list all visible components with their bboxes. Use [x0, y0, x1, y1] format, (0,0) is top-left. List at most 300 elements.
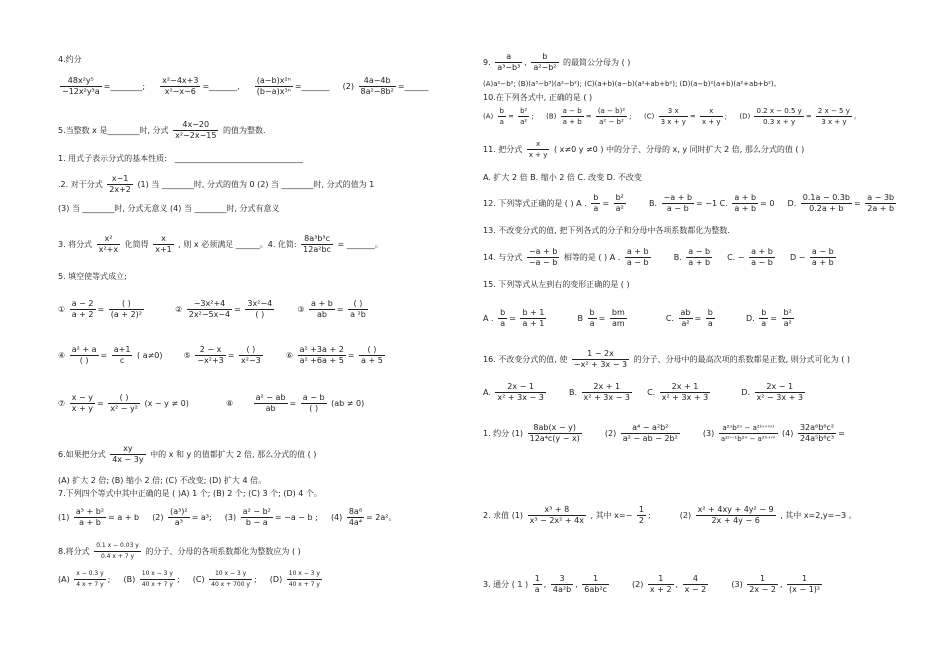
text-fragment: (ab ≠ 0)	[331, 399, 365, 408]
fraction-denominator: ab	[316, 310, 327, 319]
text-fragment: =	[689, 112, 696, 121]
fraction-numerator: 3	[551, 574, 573, 585]
q8-frac	[94, 541, 141, 562]
text-fragment: =	[585, 112, 592, 121]
fraction-numerator: 1	[582, 574, 609, 585]
text-fragment: =	[602, 199, 610, 208]
q16-items	[483, 382, 807, 403]
q5-item-7: ⑦ $\frac{x - y}{x + y}$ = $\frac{( )}{\text{x² − y²}}$ (x − y ≠ 0)	[58, 393, 189, 413]
fraction-numerator: x−1	[107, 174, 133, 185]
fraction-numerator: b²	[520, 107, 528, 115]
fraction-numerator: 10 x − 3 y	[287, 569, 322, 580]
q10-items	[483, 106, 861, 127]
text-fragment: (x − y ≠ 0)	[144, 399, 189, 408]
text-fragment: C. −	[727, 253, 745, 262]
text-fragment: , 其中 x=2,y=−3 。	[780, 511, 857, 520]
fraction-denominator: a	[761, 319, 767, 328]
text-fragment: B.	[673, 253, 682, 262]
fraction	[782, 308, 794, 329]
fraction	[588, 308, 597, 329]
fraction	[648, 574, 674, 595]
s3-row: 3. 通分 ( 1 ) $\frac{1}{a}$ , $\frac{3}{\text{4a²b}}$ , $\frac{1}{\text{6ab²c}}$ (2) $\frac{1}{x + 2}$ , $\frac{4}{x - 2}$ (3) $\frac{1}{2x - 2}$ , $\frac{1}{\text{(x − 1)²}}$	[483, 574, 821, 594]
text-fragment: , 其中 x=−	[590, 511, 633, 520]
fraction-numerator: b	[761, 308, 767, 317]
fraction-numerator: 10 x − 3 y	[140, 569, 175, 580]
text-fragment: (2)	[342, 82, 354, 91]
q5-item-4: ④ $\frac{\text{a² + a}}{( )}$ = $\frac{a+1}{c}$ ( a≠0)	[58, 345, 163, 365]
fraction	[749, 247, 775, 268]
q11-row	[483, 139, 804, 160]
q5-row-3	[58, 393, 364, 414]
q3-frac-2	[153, 234, 174, 255]
fraction	[660, 382, 710, 403]
text-fragment: (D)	[269, 575, 283, 584]
fraction-numerator: a − 3b	[867, 193, 895, 202]
q7-text: 7.下列四个等式中其中正确的是 ( )A) 1 个; (B) 2 个; (C) 3 个; (D) 4 个。	[58, 489, 322, 498]
fraction-numerator: 10 x − 3 y	[209, 569, 252, 580]
fraction-denominator: 3 x + y	[821, 118, 847, 126]
fraction-denominator: am	[611, 319, 625, 328]
q6-row	[58, 444, 316, 465]
fraction-denominator: x − 2	[684, 585, 707, 594]
fraction	[662, 193, 694, 214]
fraction-denominator: x²−x−6	[164, 87, 196, 96]
fraction-denominator: a − b	[666, 204, 689, 213]
fraction	[495, 52, 522, 73]
text-fragment: D −	[789, 253, 806, 262]
fraction	[347, 507, 364, 528]
q5-item-3: ③ $\frac{a + b}{ab}$ = $\frac{( )}{\text{a ²b}}$	[297, 299, 366, 319]
fraction-denominator: a²−b²	[533, 63, 557, 72]
fraction-numerator: x − y	[71, 393, 93, 402]
q9-options: (A)a²−b²; (B)(a³−b³)(a²−b²); (C)(a+b)(a−b)(a²+ab+b²); (D)(a−b)²(a+b)(a²+ab+b²)。	[483, 80, 781, 88]
fraction-numerator: a − b	[302, 393, 325, 402]
fraction	[596, 106, 627, 127]
fraction-numerator: x³ + 8	[528, 505, 586, 516]
fraction-numerator: x²−4x+3	[162, 76, 199, 85]
p5-frac	[173, 120, 218, 141]
fraction-denominator: a + 2	[71, 310, 94, 319]
fraction-numerator: a − b	[688, 247, 711, 256]
text-fragment: C.	[665, 314, 674, 323]
text-fragment: B.	[568, 388, 577, 397]
fraction-numerator: a² +3a + 2	[299, 345, 344, 354]
fraction-numerator: −a + b	[528, 247, 558, 256]
q1-row	[58, 154, 303, 164]
p4-frac-4	[359, 76, 396, 97]
fraction	[801, 193, 852, 214]
fraction	[108, 393, 140, 414]
fraction-denominator: 2	[638, 516, 644, 525]
fraction-denominator: a²	[783, 319, 792, 328]
text-fragment: 9.	[483, 58, 491, 67]
text-fragment: 。	[853, 112, 861, 121]
fraction-numerator: 1	[638, 505, 644, 514]
fraction	[239, 345, 263, 366]
fraction-numerator: x² + 4xy + 4y² − 9	[697, 505, 774, 514]
fraction-numerator: a² − b²	[242, 507, 271, 516]
text-fragment: ;	[647, 511, 651, 520]
text-fragment: ⑥	[285, 351, 294, 360]
fraction-numerator: a − b	[811, 247, 834, 256]
q6-options: (A) 扩大 2 倍; (B) 缩小 2 倍; (C) 不改变; (D) 扩大 4 倍。	[58, 476, 267, 485]
fraction-numerator: b²	[615, 193, 624, 202]
text-fragment: 11. 把分式	[483, 145, 523, 154]
fraction-numerator: b + 1	[522, 308, 545, 317]
text-fragment: C.	[719, 199, 728, 208]
fraction-denominator: 12a⁴c(y − x)	[529, 434, 580, 443]
text-fragment: (3)	[731, 580, 743, 589]
fraction	[195, 345, 225, 366]
fraction-denominator: a²ⁿ⁻¹b²ⁿ − a²ⁿ⁺ᵐ	[720, 435, 776, 443]
fraction-denominator: 40 x + 7 y	[141, 581, 173, 588]
fraction-numerator: ( )	[348, 299, 368, 310]
text-fragment: , 则 x 必须满足 ______。4. 化简:	[178, 240, 297, 249]
fraction-denominator: (b−a)x³ⁿ	[256, 87, 291, 96]
fraction-denominator: −x²+3	[197, 356, 224, 365]
text-fragment: ;	[176, 575, 180, 584]
fraction	[621, 423, 680, 444]
fraction-denominator: a + b	[811, 258, 834, 267]
fraction	[359, 345, 385, 366]
fraction-denominator: a + b	[734, 204, 757, 213]
fraction-denominator: −12x²y³a	[62, 87, 100, 96]
text-fragment: A .	[483, 314, 494, 323]
fraction-denominator: 6ab²c	[584, 585, 607, 594]
q10-text: 10.在下列各式中, 正确的是 ( )	[483, 93, 593, 102]
text-fragment: 的最简公分母为 ( )	[563, 58, 631, 67]
fraction-denominator: x²+x	[98, 245, 119, 254]
s1-row	[483, 423, 845, 444]
text-fragment: ( x≠0 y ≠0 ) 中的分子、分母的 x, y 同时扩大 2 倍, 那么分式的值 ( )	[553, 145, 805, 154]
text-fragment: D.	[745, 314, 755, 323]
fraction-numerator: 0.1a − 0.3b	[802, 193, 850, 202]
fraction	[528, 505, 586, 526]
fraction	[74, 569, 105, 590]
fraction	[527, 139, 550, 160]
fraction-numerator: 32a⁶b⁶c²	[799, 423, 835, 432]
q14-row	[483, 247, 838, 268]
fraction	[551, 574, 573, 595]
fraction-denominator: 4a⁴	[348, 518, 363, 527]
text-fragment: B	[577, 314, 583, 323]
fraction-denominator: a² − b²	[599, 118, 624, 126]
fraction-numerator: 8ab(x − y)	[528, 423, 582, 434]
fraction	[70, 393, 95, 414]
fraction	[533, 574, 542, 595]
fraction-numerator: a + b	[751, 247, 773, 256]
fraction-numerator: a⁴ − a²b²	[621, 423, 680, 434]
q3-frac-1	[97, 234, 120, 255]
s2-row	[483, 505, 857, 526]
text-fragment: 5.当整数 x 是________时, 分式	[58, 126, 169, 135]
fraction-denominator: 2x − 2	[749, 585, 776, 594]
text-fragment: 14. 与分式	[483, 253, 523, 262]
fraction-denominator: a + 1	[522, 319, 545, 328]
fraction-numerator: bm	[611, 308, 625, 317]
text-fragment: B.	[648, 199, 657, 208]
fraction	[865, 193, 896, 214]
fraction-denominator: x + y	[701, 118, 721, 126]
p4-row	[58, 76, 429, 97]
fraction-denominator: x²−3	[241, 356, 261, 365]
text-fragment: ⑧	[225, 399, 234, 408]
fraction	[816, 106, 852, 127]
right-column	[475, 0, 950, 658]
fraction-numerator: (a−b)x²ⁿ	[256, 76, 291, 85]
text-fragment: =	[598, 314, 606, 323]
fraction-denominator: a² − ab − 2b²	[622, 434, 678, 443]
fraction	[495, 382, 545, 403]
text-fragment: (A)	[483, 112, 494, 121]
text-fragment: = −a − b ;	[274, 513, 318, 522]
fraction-numerator: a²ⁿb²ⁿ − a²⁽ⁿ⁺ᵐ⁾	[719, 423, 778, 434]
text-fragment: ;	[254, 575, 257, 584]
fraction-numerator: 8a⁸	[348, 507, 363, 516]
fraction	[140, 569, 175, 590]
fraction	[301, 393, 327, 414]
fraction-denominator: x + y	[71, 404, 93, 413]
text-fragment: =_______	[294, 82, 330, 91]
q6-frac	[110, 444, 145, 465]
fraction-numerator: 2 x − 5 y	[817, 107, 850, 115]
text-fragment: .2. 对于分式	[58, 180, 103, 189]
text-fragment: (2)	[152, 513, 164, 522]
text-fragment: =	[854, 199, 861, 208]
fraction-numerator: 1 − 2x	[572, 349, 629, 360]
fraction	[659, 106, 688, 127]
fraction-numerator: b	[589, 308, 595, 317]
fraction-numerator: b	[499, 107, 504, 115]
fraction-denominator: a²	[615, 204, 624, 213]
q5-row-2	[58, 345, 387, 366]
fraction-numerator: x²	[97, 234, 120, 245]
fraction	[700, 106, 723, 127]
fraction-denominator: a³	[174, 518, 183, 527]
text-fragment: ;	[107, 575, 111, 584]
text-fragment: =	[838, 429, 845, 438]
q5-item-2: ② $\frac{\text{−3x²+4}}{\text{2x²−5x−4}}$ = $\frac{\text{3x²−4}}{( )}$	[175, 299, 273, 319]
text-fragment: 2. 求值 (1)	[483, 511, 524, 520]
text-fragment: = _______。	[337, 240, 383, 249]
fraction-denominator: 2a + b	[867, 204, 895, 213]
fraction-denominator: a + 5	[361, 356, 383, 365]
q3-row	[58, 234, 383, 255]
fraction-denominator: 4 x + 7 y	[76, 581, 104, 588]
fraction-numerator: 0.2 x − 0.5 y	[756, 107, 802, 115]
fraction-denominator: a²	[520, 118, 528, 126]
fraction	[706, 308, 715, 329]
text-fragment: = 2a²。	[366, 513, 397, 522]
q15-text: 15. 下列等式从左到右的变形正确的是 ( )	[483, 280, 630, 289]
q5-row-1	[58, 299, 370, 320]
fraction	[614, 193, 626, 214]
fraction-denominator: (a + 2)²	[110, 310, 142, 319]
fraction	[241, 507, 273, 528]
q2-frac	[107, 174, 133, 195]
text-fragment: = −1	[696, 199, 718, 208]
fraction-denominator: x + 2	[649, 585, 672, 594]
text-fragment: =	[770, 314, 777, 323]
text-fragment: D.	[787, 199, 797, 208]
fraction-numerator: 8a³b³c	[301, 234, 333, 245]
fraction-numerator: 1	[534, 574, 540, 583]
text-fragment: D.	[741, 388, 750, 397]
fraction	[70, 299, 96, 320]
fraction-numerator: a − b	[562, 107, 582, 115]
fraction	[298, 345, 346, 366]
fraction-denominator: a²	[681, 319, 690, 328]
fraction-numerator: 2x − 1	[495, 382, 545, 393]
text-fragment: =	[507, 112, 514, 121]
fraction	[498, 308, 507, 329]
text-fragment: (2)	[632, 580, 644, 589]
fraction-numerator: a − 2	[71, 299, 94, 308]
fraction-numerator: 3 x	[659, 106, 688, 117]
text-fragment: 16. 不改变分式的值, 使	[483, 355, 568, 364]
fraction-denominator: x² + 3x + 3	[661, 393, 709, 402]
text-fragment: (A)	[58, 575, 70, 584]
q8-row	[58, 541, 301, 562]
fraction	[112, 345, 133, 366]
fraction-denominator: ( )	[79, 356, 89, 365]
text-fragment: ①	[58, 305, 66, 314]
q5-item-1: ① $\frac{a - 2}{a + 2}$ = $\frac{( )}{\text{(a + 2)²}}$	[58, 299, 142, 319]
text-fragment: ( a≠0)	[137, 351, 163, 360]
fraction-denominator: a³−b³	[497, 63, 521, 72]
text-fragment: (C)	[643, 112, 655, 121]
fraction	[527, 247, 559, 268]
fraction-numerator: b	[531, 52, 558, 63]
fraction-denominator: −a − b	[528, 258, 558, 267]
fraction-denominator: a² +6a + 5	[299, 356, 344, 365]
text-fragment: 的值为整数.	[223, 126, 266, 135]
fraction-numerator: b	[593, 193, 599, 202]
fraction-numerator: 2x + 1	[582, 382, 632, 393]
fraction-numerator: 2x − 1	[755, 382, 805, 393]
fraction	[187, 299, 232, 320]
fraction	[755, 382, 805, 403]
text-fragment: ;	[629, 112, 632, 121]
text-fragment: 相等的是 ( ) A .	[563, 253, 621, 262]
text-fragment: 3. 通分 ( 1 )	[483, 580, 529, 589]
fraction-denominator: a + b	[79, 518, 101, 527]
q5-item-8: ⑧ $\frac{\text{a² − ab}}{ab}$ = $\frac{a - b}{( )}$ (ab ≠ 0)	[225, 393, 365, 413]
fraction-denominator: 0.3 x + y	[763, 118, 796, 126]
text-fragment: = a³;	[191, 513, 212, 522]
fraction-numerator: a² + a	[71, 345, 97, 354]
q11-options: A. 扩大 2 倍 B. 缩小 2 倍 C. 改变 D. 不改变	[483, 173, 642, 182]
text-fragment: (1)	[58, 513, 70, 522]
fraction-numerator: 4	[683, 574, 709, 585]
fraction-denominator: (x − 1)²	[789, 585, 821, 594]
fraction-numerator: 1	[747, 574, 778, 585]
fraction-denominator: ab	[265, 404, 276, 413]
fraction	[637, 505, 646, 526]
text-fragment: = a + b	[108, 513, 140, 522]
fraction	[582, 382, 632, 403]
fraction-denominator: a	[534, 585, 540, 594]
text-fragment: 中的 x 和 y 的值都扩大 2 倍, 那么分式的值 ( )	[150, 450, 317, 459]
fraction	[520, 308, 546, 329]
fraction-denominator: 4a²b	[552, 585, 572, 594]
text-fragment: =	[694, 314, 702, 323]
fraction-denominator: x² − y²	[110, 404, 138, 413]
fraction-numerator: (a³)²	[170, 507, 188, 516]
fraction-denominator: −x² + 3x − 3	[573, 360, 628, 369]
p5-row	[58, 120, 266, 141]
text-fragment: (4)	[330, 513, 343, 522]
fraction	[348, 299, 368, 320]
text-fragment: ②	[175, 305, 183, 314]
fraction-denominator: x² + 3x − 3	[583, 393, 630, 402]
q5-item-6: ⑥ $\frac{\text{a² +3a + 2}}{\text{a² +6a + 5}}$ = $\frac{( )}{a + 5}$	[285, 345, 383, 365]
text-fragment: 3. 将分式	[58, 240, 93, 249]
fraction-numerator: ( )	[359, 345, 385, 356]
fraction-denominator: 40 x + 700 y	[211, 581, 250, 588]
text-fragment: =______	[397, 82, 429, 91]
text-fragment: ________________________________	[174, 154, 303, 163]
fraction	[498, 106, 506, 127]
text-fragment: 1. 约分 (1)	[483, 429, 524, 438]
fraction-denominator: a	[593, 204, 599, 213]
fraction-numerator: b	[500, 308, 506, 317]
fraction-numerator: x − 0.3 y	[74, 569, 105, 580]
p4-frac-1	[60, 76, 102, 97]
text-fragment: ③	[297, 305, 305, 314]
fraction-numerator: a + b	[626, 247, 649, 256]
fraction-numerator: 4x−20	[173, 120, 218, 131]
fraction-numerator: (a − b)²	[597, 107, 626, 115]
text-fragment: ;	[531, 112, 534, 121]
q5-item-5: ⑤ $\frac{2 - x}{\text{−x²+3}}$ = $\frac{( )}{\text{x²−3}}$	[183, 345, 261, 365]
fraction	[591, 193, 600, 214]
fraction-denominator: 2x+2	[109, 185, 131, 194]
fraction	[518, 106, 529, 127]
text-fragment: 8.将分式	[58, 547, 90, 556]
text-fragment: C.	[647, 388, 656, 397]
fraction	[679, 308, 693, 329]
fraction	[759, 308, 768, 329]
fraction	[747, 574, 778, 595]
fraction-numerator: b²	[783, 308, 792, 317]
q16-row	[483, 349, 850, 370]
q15-items	[483, 308, 796, 329]
fraction-numerator: a+1	[113, 345, 131, 354]
fraction-denominator: 2x + 4y − 6	[711, 516, 760, 525]
fraction-numerator: ( )	[239, 345, 263, 356]
fraction-numerator: 3x²−4	[247, 299, 273, 308]
fraction	[528, 423, 582, 444]
fraction-denominator: x³ − 2x² + 4x	[529, 516, 584, 525]
fraction	[582, 574, 609, 595]
fraction	[254, 393, 288, 414]
fraction-numerator: a³ + b²	[75, 507, 105, 516]
fraction-denominator: ( )	[309, 404, 319, 413]
fraction-denominator: 3 x + y	[660, 118, 686, 126]
fraction-numerator: 1	[787, 574, 822, 585]
fraction-numerator: a + b	[734, 193, 757, 202]
text-fragment: 化简得	[124, 240, 149, 249]
fraction-numerator: a + b	[311, 299, 333, 308]
fraction	[798, 423, 836, 444]
text-fragment: =________;	[103, 82, 146, 91]
fraction-denominator: 40 x + 7 y	[288, 581, 320, 588]
fraction-denominator: x² + 3x − 3	[497, 393, 544, 402]
fraction	[287, 569, 322, 590]
fraction-numerator: 48x²y⁵	[60, 76, 102, 87]
q5-title: 5. 填空使等式成立;	[58, 272, 127, 281]
